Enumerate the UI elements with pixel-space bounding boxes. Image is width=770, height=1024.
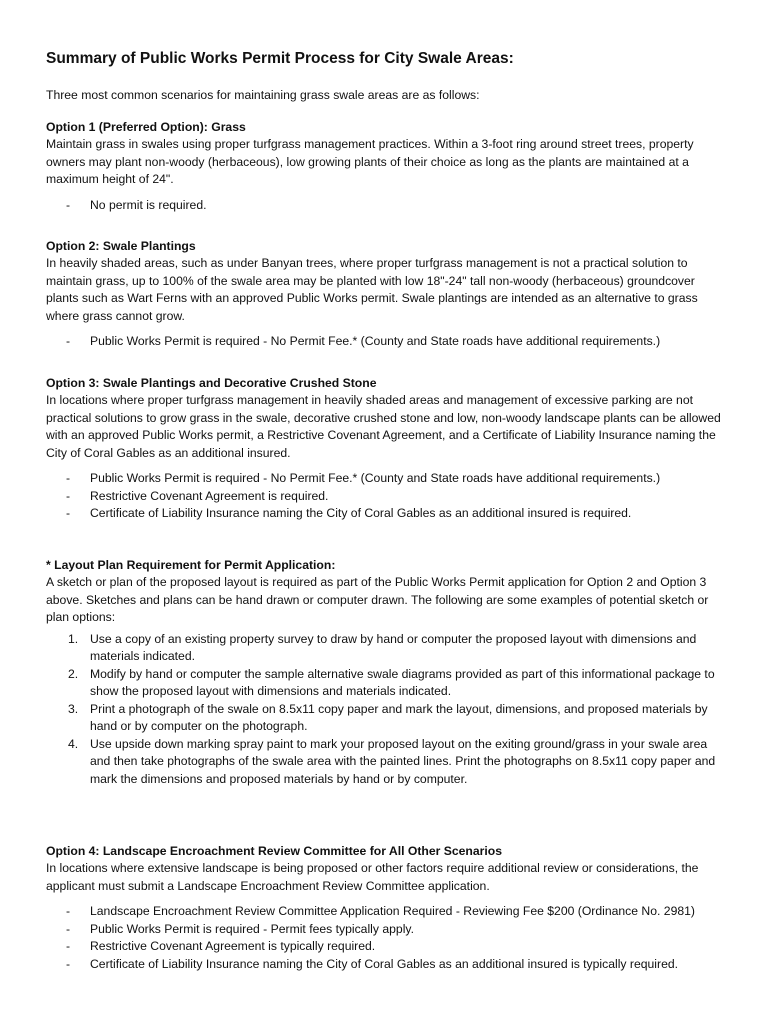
option-4-section [46, 842, 726, 973]
list-item: - No permit is required. [46, 197, 726, 215]
option-3-bullets [46, 470, 726, 523]
option-1-body: Maintain grass in swales using proper turfgrass management practices. Within a 3-foot ring around street trees, property owners may plant non-woody (herbaceous), low growing plants of their choice as long as the plants are maintained at a maximum height of 24". [46, 137, 694, 186]
option-3-section [46, 374, 726, 523]
option-1-heading: Option 1 (Preferred Option): Grass [46, 120, 246, 134]
list-item: - Public Works Permit is required - Permit fees typically apply. [46, 921, 726, 939]
option-4-body: In locations where extensive landscape is being proposed or other factors require additional review or considerations, the applicant must submit a Landscape Encroachment Review Committee application. [46, 861, 699, 893]
intro-text: Three most common scenarios for maintaining grass swale areas are as follows: [46, 88, 480, 102]
list-item: - Landscape Encroachment Review Committee Application Required - Reviewing Fee $200 (Ordinance No. 2981) [46, 903, 726, 921]
option-4-bullets [46, 903, 726, 973]
option-4-heading: Option 4: Landscape Encroachment Review Committee for All Other Scenarios [46, 844, 503, 858]
list-item: - Certificate of Liability Insurance naming the City of Coral Gables as an additional insured is required. [46, 505, 726, 523]
list-item: Use upside down marking spray paint to mark your proposed layout on the exiting ground/grass in your swale area and then take photographs of the swale area with the painted lines. Print the photographs on 8.5x11 copy paper and mark the dimensions and proposed materials by hand or by computer. [90, 736, 716, 786]
layout-plan-list [46, 631, 726, 789]
list-item: Print a photograph of the swale on 8.5x11 copy paper and mark the layout, dimensions, and proposed materials by hand or by computer on the photograph. [90, 701, 708, 733]
option-2-body: In heavily shaded areas, such as under Banyan trees, where proper turfgrass management is not a practical solution to maintain grass, up to 100% of the swale area may be planted with low 18"-24" tall non-woody (herbaceous) groundcover plants such as Wart Ferns with an approved Public Works permit. Swale plantings are intended as an alternative to grass where grass cannot grow. [46, 256, 698, 323]
list-item: Use a copy of an existing property survey to draw by hand or computer the proposed layout with dimensions and materials indicated. [90, 631, 697, 663]
layout-plan-body: A sketch or plan of the proposed layout is required as part of the Public Works Permit application for Option 2 and Option 3 above. Sketches and plans can be hand drawn or computer drawn. The following are some examples of potential sketch or plan options: [46, 575, 709, 624]
option-1-bullets [46, 197, 726, 215]
option-2-section [46, 237, 726, 351]
option-2-bullets [46, 333, 726, 351]
list-item: - Public Works Permit is required - No Permit Fee.* (County and State roads have additional requirements.) [46, 470, 726, 488]
list-item: - Restrictive Covenant Agreement is required. [46, 488, 726, 506]
page-title: Summary of Public Works Permit Process for City Swale Areas: [46, 50, 514, 67]
layout-plan-heading: * Layout Plan Requirement for Permit Application: [46, 558, 336, 572]
option-2-heading: Option 2: Swale Plantings [46, 239, 196, 253]
option-1-section [46, 118, 726, 214]
list-item: - Restrictive Covenant Agreement is typically required. [46, 938, 726, 956]
list-item: Modify by hand or computer the sample alternative swale diagrams provided as part of this informational package to show the proposed layout with dimensions and materials indicated. [90, 666, 715, 698]
list-item: - Public Works Permit is required - No Permit Fee.* (County and State roads have additional requirements.) [46, 333, 726, 351]
option-3-body: In locations where proper turfgrass management in heavily shaded areas and management of excessive parking are not practical solutions to grow grass in the swale, decorative crushed stone and low, non-woody landscape plants can be allowed with an approved Public Works permit, a Restrictive Covenant Agreement, and a Certificate of Liability Insurance naming the City of Coral Gables as an additional insured. [46, 393, 721, 460]
option-3-heading: Option 3: Swale Plantings and Decorative Crushed Stone [46, 376, 377, 390]
list-item: - Certificate of Liability Insurance naming the City of Coral Gables as an additional insured is typically required. [46, 956, 726, 974]
layout-plan-section [46, 556, 726, 788]
